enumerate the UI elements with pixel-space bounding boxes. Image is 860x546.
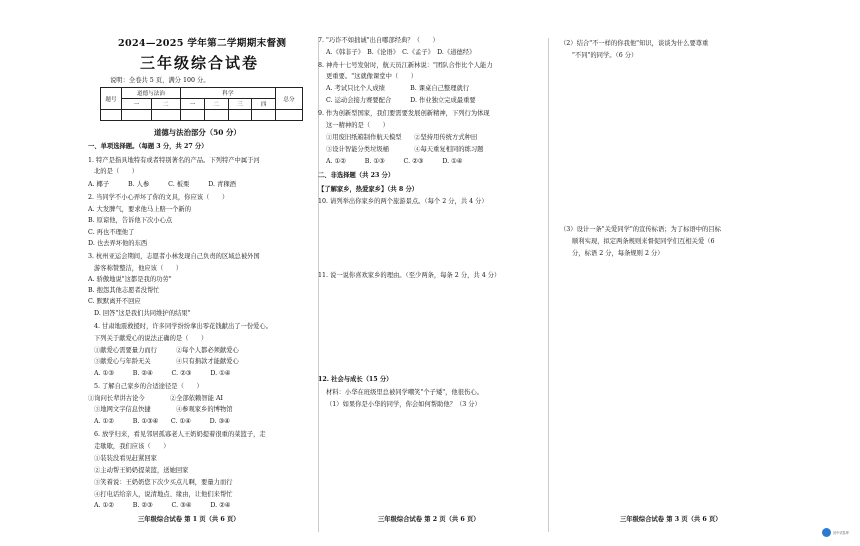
question-line: 一、单项选择题。（每题 3 分，共 27 分） <box>88 143 208 150</box>
score-cell[interactable] <box>151 110 181 121</box>
question-line: 下列关于献爱心的说法正确的是（ ） <box>94 335 208 342</box>
question-line: 游客称赞整洁，他应该（ ） <box>94 265 183 272</box>
page-footer: 三年级综合试卷 第 2 页（共 6 页） <box>378 516 480 523</box>
question-line: 7. "巧诈不如拙诚"出自哪部经典？（ ） <box>318 37 439 44</box>
question-line: A. 考试只比个人成绩 B. 课桌自己整理就行 <box>326 85 470 92</box>
question-line: A. ①② B. ①③ C. ②③ D. ①④ <box>326 158 463 165</box>
question-line: （3）设计一条"关爱同学"的宣传标语；为了标语中的目标 <box>560 226 721 233</box>
section-title: 道德与法治部分（50 分） <box>154 128 241 137</box>
score-cell[interactable] <box>181 110 205 121</box>
subject-kexue: 科学 <box>181 88 276 99</box>
question-line: C. 默默离开不回应 <box>88 298 141 305</box>
question-line: ①用废旧纸箱制作航天模型 ②坚持用传统方式种田 <box>326 134 478 141</box>
exam-term-title: 2024—2025 学年第二学期期末督测 <box>118 38 287 49</box>
score-cell[interactable] <box>122 110 152 121</box>
question-line: 1. 特产是指具地特有或者特别著名的产品。下列特产中属于河 <box>88 157 260 164</box>
question-line: （1）如果你是小华的同学，你会如何帮助他？（3 分） <box>326 401 481 408</box>
question-line: 更重要。"这就像课堂中（ ） <box>326 73 418 80</box>
exam-note: 说明：全卷共 5 页，满分 100 分。 <box>110 77 210 84</box>
question-line: C. 再也不理他了 <box>88 229 135 236</box>
score-cell[interactable] <box>204 110 228 121</box>
question-line: ①装装没看见赶紧回家 <box>94 455 157 462</box>
question-line: 4. 甘肃地震救援时，许多同学纷纷拿出零花钱献出了一份爱心。 <box>94 323 273 330</box>
question-line: A. ①② B. ②③ C. ③④ D. ②④ <box>94 502 231 509</box>
question-line: 顺利实现，拟定两条规则来督促同学们互相关爱（6 <box>572 238 715 245</box>
question-line: A. ①③ B. ②④ C. ②③ D. ①④ <box>94 370 231 377</box>
exam-paper-title: 三年级综合试卷 <box>140 54 260 72</box>
col-num: 一 <box>181 99 205 110</box>
question-line: ①询问长辈讲古论今 ②全部依赖智能 AI <box>88 395 223 402</box>
watermark-text: 初中试卷库 <box>833 531 849 535</box>
question-line: ④打电话给亲人，说清地点、缘由，让他们来帮忙 <box>94 491 233 498</box>
page-footer: 三年级综合试卷 第 1 页（共 6 页） <box>138 516 240 523</box>
exam-page-1 <box>88 0 320 546</box>
question-line: 12. 社会与成长（15 分） <box>318 376 393 383</box>
page-footer: 三年级综合试卷 第 3 页（共 6 页） <box>620 516 722 523</box>
question-line: ③笑着说：王奶奶您下次少买点儿啊，要量力而行 <box>94 479 233 486</box>
question-line: B. 原谅他，告诉他下次小心点 <box>88 217 173 224</box>
question-line: 3. 杭州亚运会期间，志愿者小林发现自己负责的区域总被外国 <box>88 253 260 260</box>
question-line: 10. 请列举出你家乡的两个旅游景点。（每个 2 分，共 4 分） <box>318 198 488 205</box>
question-line: 材料：小华在班级里总被同学嘲笑"个子矮"，他很伤心。 <box>326 389 483 396</box>
question-line: 5. 了解自己家乡的合适途径是（ ） <box>94 383 203 390</box>
exam-page-3 <box>560 0 790 546</box>
subject-daode: 道德与法治 <box>122 88 181 99</box>
question-line: 6. 放学归来，看见邻居孤寡老人王奶奶提着很重的菜篮子，走 <box>94 431 266 438</box>
question-line: ②主动帮王奶奶提菜篮，送她回家 <box>94 467 189 474</box>
question-line: ③地网文字信息快捷 ④参观家乡的博物馆 <box>94 406 233 413</box>
question-line: A. 骄傲地说"这都是我的功劳" <box>88 276 172 283</box>
col-num: 三 <box>228 99 252 110</box>
question-line: 11. 说一说你喜欢家乡的理由。（至少两条，每条 2 分，共 4 分） <box>318 272 501 279</box>
question-line: 【了解家乡，热爱家乡】（共 8 分） <box>318 186 419 193</box>
question-line: A.《韩非子》 B.《论语》 C.《孟子》 D.《道德经》 <box>326 49 476 56</box>
question-line: A. 大发脾气，要求他马上赔一个新的 <box>88 206 192 213</box>
total-label: 总分 <box>276 88 303 110</box>
question-line: （2）结合"不一样的你我他"知识，谈谈为什么要尊重 <box>560 40 709 47</box>
question-line: "不同"的同学。（6 分） <box>572 52 638 59</box>
question-line: C. 运动会接力赛要配合 D. 作业独立完成最重要 <box>326 97 476 104</box>
watermark-logo-icon <box>822 528 831 537</box>
question-line: A. 椰子 B. 人参 C. 板栗 D. 青稞酒 <box>88 181 236 188</box>
question-line: 二、非选择题（共 23 分） <box>318 172 395 179</box>
question-line: 走歇歇，我们应该（ ） <box>94 443 170 450</box>
question-line: ③献爱心与年龄无关 ④只有捐款才能献爱心 <box>94 358 239 365</box>
question-line: A. ①② B. ①③④ C. ①④ D. ③④ <box>94 418 230 425</box>
col-num: 四 <box>252 99 276 110</box>
score-cell[interactable] <box>228 110 252 121</box>
question-line: D. 回答"这是我们共同维护的结果" <box>94 310 191 317</box>
row-head-label: 题号 <box>101 88 122 110</box>
exam-page-2 <box>318 0 550 546</box>
question-line: 9. 作为创新型国家，我们要需要发展创新精神，下列行为体现 <box>318 110 490 117</box>
question-line: 2. 当同学不小心弄坏了你的文具，你应该（ ） <box>88 194 229 201</box>
score-table <box>100 87 303 121</box>
question-line: ③设计智能分类垃圾桶 ④每天重复相同的练习题 <box>326 146 484 153</box>
score-cell[interactable] <box>276 110 303 121</box>
score-cell[interactable] <box>252 110 276 121</box>
question-line: ①献爱心需要量力而行 ②每个人都必须献爱心 <box>94 347 239 354</box>
question-line: 北的是（ ） <box>94 168 139 175</box>
question-line: 这一精神的是（ ） <box>326 122 389 129</box>
col-num: 二 <box>151 99 181 110</box>
question-line: 分，标语 2 分，每条规则 2 分） <box>572 250 664 257</box>
col-num: 二 <box>204 99 228 110</box>
question-line: B. 抱怨其他志愿者没帮忙 <box>88 287 160 294</box>
score-row-label <box>101 110 122 121</box>
col-num: 一 <box>122 99 152 110</box>
question-line: D. 也去弄坏他的东西 <box>88 240 148 247</box>
question-line: 8. 神舟十七号发射时，航天员江新林说："团队合作比个人能力 <box>318 62 493 69</box>
